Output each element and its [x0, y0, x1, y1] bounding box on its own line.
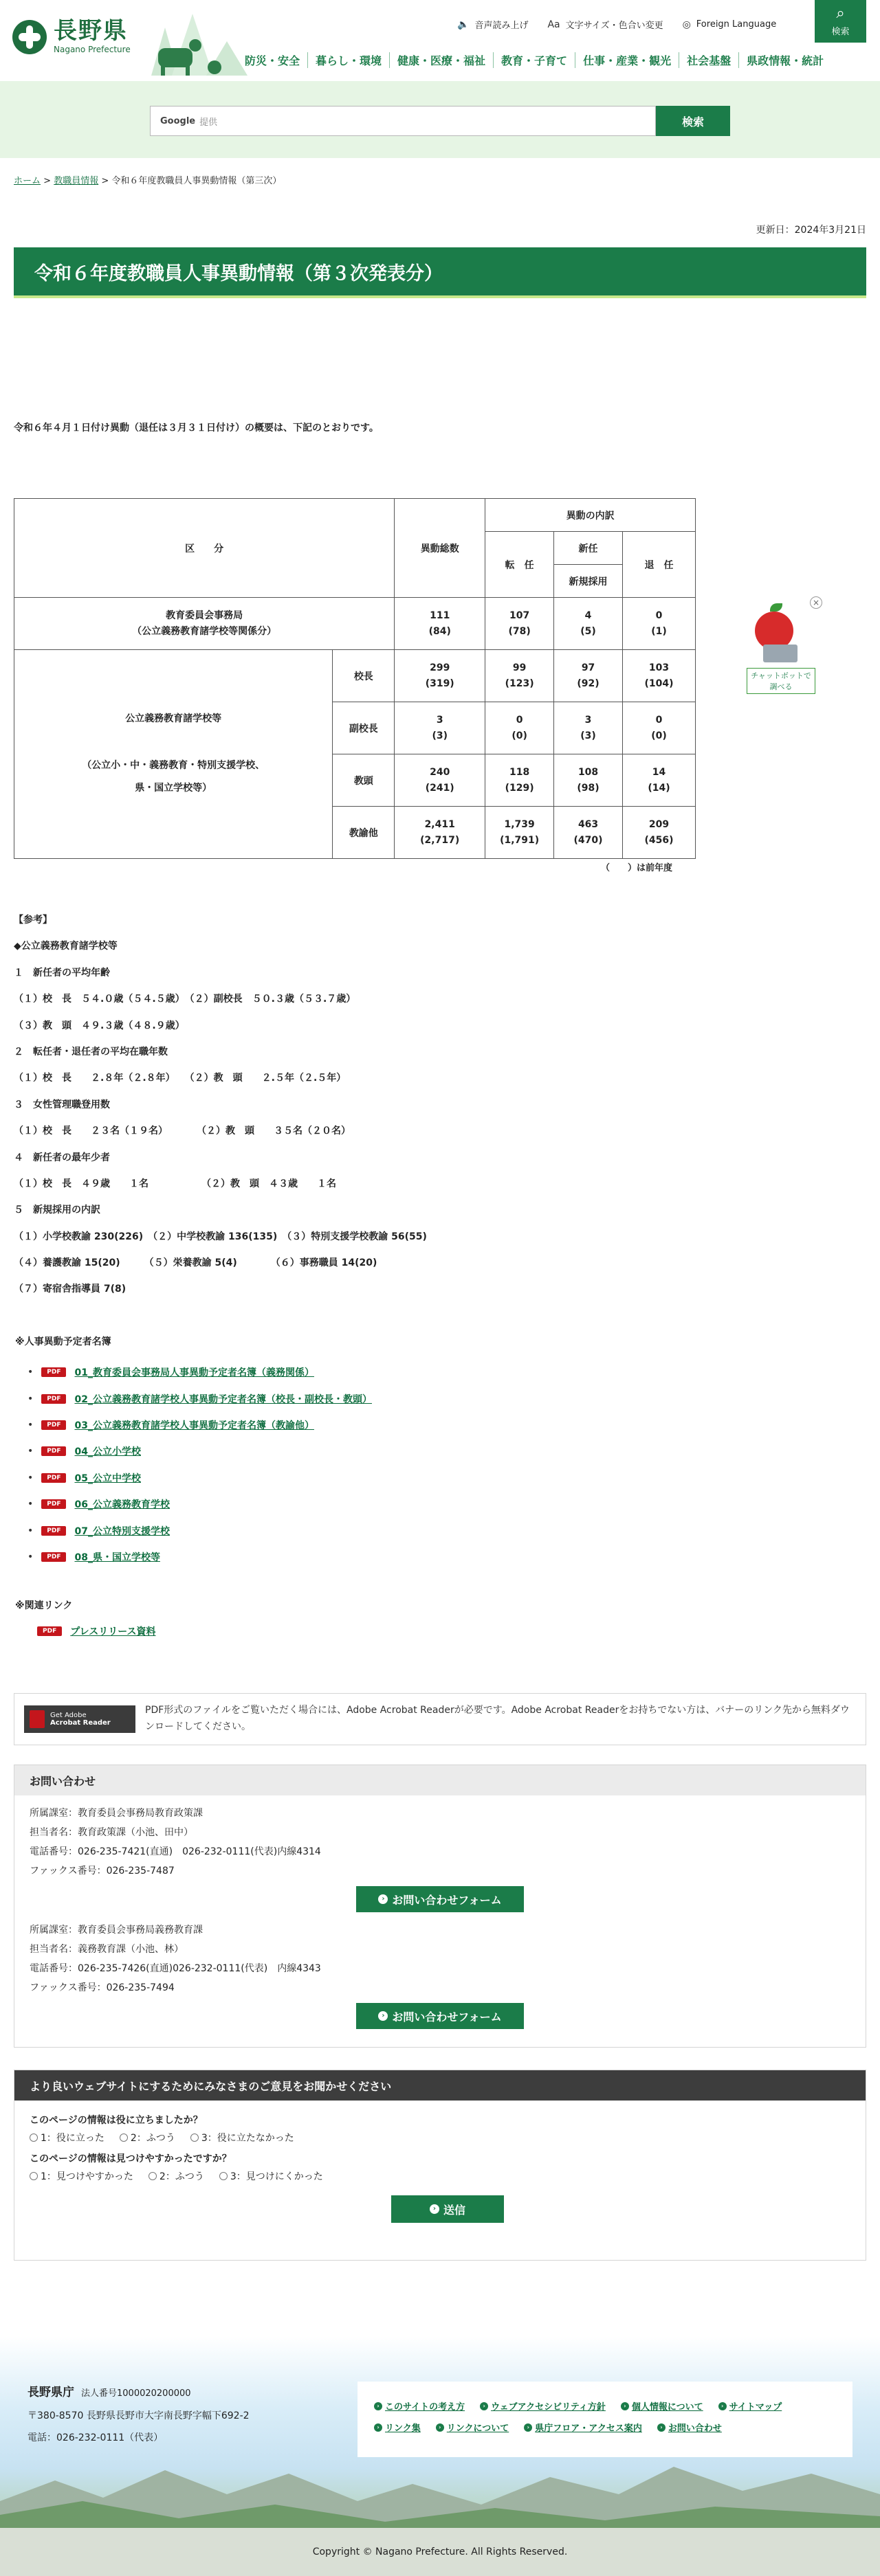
- mountain-illustration: [0, 2453, 880, 2529]
- list-item: • PDF 03_公立義務教育諸学校人事異動予定者名簿（教諭他）: [28, 1419, 314, 1431]
- contact-block-policy: 所属課室：教育委員会事務局教育政策課 担当者名：教育政策課（小池、田中） 電話番号：026-235-7421(直通) 026‐232-0111(代表)内線4314 ファックス番号：026-235-7487: [30, 1808, 321, 1877]
- pdf-file-list: [28, 1359, 372, 1570]
- ref-line: ３ 女性管理職登用数: [14, 1099, 110, 1110]
- foreign-language-link[interactable]: [683, 18, 777, 31]
- nav-item-industry[interactable]: 仕事・産業・観光: [575, 52, 679, 68]
- footer-link[interactable]: › お問い合わせ: [657, 2421, 722, 2434]
- search-placeholder: 提供: [199, 117, 218, 128]
- utility-menu: [457, 18, 776, 31]
- radio-easy[interactable]: 1：見つけやすかった: [30, 2169, 133, 2183]
- footer-link[interactable]: › リンクについて: [436, 2421, 509, 2434]
- global-nav: [237, 52, 831, 68]
- role-label: 教諭他: [333, 807, 395, 859]
- search-submit-button[interactable]: 検索: [656, 106, 730, 136]
- arrow-icon: ›: [621, 2402, 629, 2410]
- role-label: 副校長: [333, 702, 395, 754]
- radio-normal[interactable]: 2：ふつう: [148, 2169, 204, 2183]
- search-icon: ⌕: [836, 4, 845, 22]
- ref-line: １ 新任者の平均年齢: [14, 967, 110, 978]
- header-transfer: 転 任: [485, 532, 554, 598]
- table-note: （ ）は前年度: [601, 863, 673, 873]
- pdf-icon: PDF: [41, 1394, 66, 1404]
- list-item: • PDF 07_公立特別支援学校: [28, 1525, 170, 1537]
- cell-transfer: 107 (78): [485, 598, 554, 650]
- ref-line: （３）教 頭 ４９.３歳（４８.９歳）: [14, 1020, 185, 1031]
- foreign-language-label: Foreign Language: [696, 19, 777, 30]
- cell-retire: 209 (456): [623, 807, 696, 859]
- press-release-link[interactable]: プレスリリース資料: [70, 1626, 156, 1637]
- pdf-icon: PDF: [41, 1499, 66, 1509]
- header-retire: 退 任: [623, 532, 696, 598]
- radio-useful[interactable]: 1：役に立った: [30, 2131, 104, 2144]
- feedback-box: [14, 2070, 866, 2261]
- nav-item-living[interactable]: 暮らし・環境: [307, 52, 389, 68]
- footer-link[interactable]: › サイトマップ: [718, 2399, 782, 2412]
- header-new: 新任: [554, 532, 623, 565]
- footer-link[interactable]: › 個人情報について: [621, 2399, 703, 2412]
- contact-form-button[interactable]: › お問い合わせフォーム: [356, 2003, 524, 2029]
- role-label: 校長: [333, 650, 395, 702]
- acrobat-banner-line2: Acrobat Reader: [50, 1719, 111, 1727]
- speaker-icon: 🔈: [457, 19, 470, 30]
- footer-address-line: 〒380-8570 長野県長野市大字南長野字幅下692-2: [28, 2410, 250, 2421]
- updated-date: 更新日：2024年3月21日: [756, 225, 866, 236]
- breadcrumb-separator: >: [41, 176, 54, 186]
- table-row: [14, 598, 696, 650]
- cell-total: 299 (319): [395, 650, 485, 702]
- radio-hard[interactable]: 3：見つけにくかった: [219, 2169, 323, 2183]
- header-search-label: 検索: [831, 26, 850, 37]
- cell-transfer: 1,739 (1,791): [485, 807, 554, 859]
- read-aloud-label: 音声読み上げ: [474, 21, 529, 31]
- arrow-icon: ›: [524, 2423, 532, 2432]
- question-findability: このページの情報は見つけやすかったですか？: [30, 2153, 232, 2164]
- breadcrumb: [14, 173, 281, 186]
- header-breakdown: 異動の内訳: [485, 499, 696, 532]
- cell-new: 4 (5): [554, 598, 623, 650]
- header-search-button[interactable]: [815, 0, 866, 43]
- pdf-link[interactable]: 05_公立中学校: [74, 1472, 141, 1484]
- footer-tel: 電話：026-232-0111（代表）: [28, 2432, 164, 2443]
- ref-line: （１）校 長 ２.８年（２.８年） （２）教 頭 ２.５年（２.５年）: [14, 1073, 346, 1084]
- contact-form-button[interactable]: › お問い合わせフォーム: [356, 1886, 524, 1912]
- pdf-icon: PDF: [41, 1420, 66, 1430]
- prefecture-emblem-icon: [12, 20, 47, 54]
- table-row: [14, 650, 696, 702]
- pdf-link[interactable]: 01_教育委員会事務局人事異動予定者名簿（義務関係）: [74, 1367, 314, 1379]
- arrow-icon: ›: [430, 2204, 439, 2214]
- contact-box: [14, 1765, 866, 2048]
- cell-new: 108 (98): [554, 754, 623, 807]
- footer-corp-number: 法人番号1000020200000: [81, 2388, 191, 2399]
- contact-block-compulsory: 所属課室：教育委員会事務局義務教育課 担当者名：義務教育課（小池、林） 電話番号：026-235-7426(直通)026‐232‐0111(代表) 内線4343 ファックス番号：026-235-7494: [30, 1925, 321, 1993]
- pdf-link[interactable]: 08_県・国立学校等: [74, 1552, 160, 1563]
- footer-link[interactable]: › ウェブアクセシビリティ方針: [480, 2399, 606, 2412]
- arrow-icon: ›: [436, 2423, 444, 2432]
- header-illustration: [138, 0, 289, 81]
- reference-section: [14, 907, 427, 1303]
- pdf-icon: PDF: [41, 1446, 66, 1456]
- footer-pref-name: 長野県庁: [28, 2386, 74, 2399]
- related-title: ※関連リンク: [15, 1600, 73, 1611]
- pdf-link[interactable]: 02_公立義務教育諸学校人事異動予定者名簿（校長・副校長・教頭）: [74, 1393, 372, 1405]
- laptop-icon: [763, 645, 798, 662]
- read-aloud-link[interactable]: [457, 18, 528, 31]
- list-item: • PDF 08_県・国立学校等: [28, 1551, 160, 1563]
- ref-line: 【参考】: [14, 915, 52, 926]
- cell-transfer: 0 (0): [485, 702, 554, 754]
- cell-retire: 103 (104): [623, 650, 696, 702]
- ref-line: ４ 新任者の最年少者: [14, 1152, 110, 1163]
- chatbot-widget[interactable]: [740, 596, 822, 691]
- cell-transfer: 118 (129): [485, 754, 554, 807]
- breadcrumb-separator: >: [98, 176, 112, 186]
- arrow-icon: ›: [378, 1894, 388, 1904]
- arrow-icon: ›: [657, 2423, 666, 2432]
- header-category: 区 分: [14, 499, 395, 598]
- ref-line: （１）小学校教諭 230(226) （２）中学校教諭 136(135) （３）特別支援学校教諭 56(55): [14, 1231, 427, 1242]
- transfer-summary-table: [14, 498, 696, 859]
- pdf-icon: PDF: [41, 1526, 66, 1536]
- nav-item-infrastructure[interactable]: 社会基盤: [679, 52, 738, 68]
- ref-line: （７）寄宿舎指導員 7(8): [14, 1284, 126, 1295]
- arrow-icon: ›: [374, 2423, 382, 2432]
- row-label-secretariat: 教育委員会事務局 （公立義務教育諸学校等関係分）: [14, 598, 395, 650]
- pdf-link[interactable]: 04_公立小学校: [74, 1446, 141, 1458]
- header-new-hire: 新規採用: [554, 565, 623, 598]
- list-item: • PDF 05_公立中学校: [28, 1472, 141, 1484]
- site-footer: [0, 2336, 880, 2576]
- pdf-icon: PDF: [41, 1552, 66, 1562]
- cell-transfer: 99 (123): [485, 650, 554, 702]
- cell-new: 97 (92): [554, 650, 623, 702]
- cell-total: 240 (241): [395, 754, 485, 807]
- nav-item-government[interactable]: 県政情報・統計: [738, 52, 831, 68]
- cell-retire: 0 (0): [623, 702, 696, 754]
- breadcrumb-parent[interactable]: 教職員情報: [54, 176, 99, 186]
- files-title: ※人事異動予定者名簿: [15, 1336, 111, 1347]
- google-label: Google: [160, 115, 196, 126]
- ref-line: （１）校 長 ２３名（１９名） （２）教 頭 ３５名（２０名）: [14, 1125, 351, 1137]
- cell-new: 463 (470): [554, 807, 623, 859]
- pdf-icon: PDF: [41, 1367, 66, 1377]
- footer-link[interactable]: › このサイトの考え方: [374, 2399, 465, 2412]
- page-title: 令和６年度教職員人事異動情報（第３次発表分）: [14, 247, 866, 298]
- copyright: Copyright © Nagano Prefecture. All Rights Reserved.: [0, 2528, 880, 2576]
- related-link-row: [37, 1624, 156, 1638]
- list-item: • PDF 06_公立義務教育学校: [28, 1499, 170, 1511]
- list-item: • PDF 01_教育委員会事務局人事異動予定者名簿（義務関係）: [28, 1367, 314, 1379]
- pdf-icon: PDF: [41, 1473, 66, 1483]
- intro-text: 令和６年４月１日付け異動（退任は３月３１日付け）の概要は、下記のとおりです。: [14, 423, 379, 434]
- logo-title: 長野県: [54, 17, 128, 45]
- breadcrumb-home[interactable]: ホーム: [14, 176, 41, 186]
- row-group-label: 公立義務教育諸学校等 （公立小・中・義務教育・特別支援学校、 県・国立学校等）: [14, 650, 333, 859]
- cell-total: 3 (3): [395, 702, 485, 754]
- get-acrobat-banner[interactable]: [24, 1705, 135, 1733]
- arrow-icon: ›: [374, 2402, 382, 2410]
- site-search-input[interactable]: [150, 106, 656, 136]
- footer-links: [358, 2382, 852, 2457]
- cell-new: 3 (3): [554, 702, 623, 754]
- ref-line: （４）養護教諭 15(20) （５）栄養教諭 5(4) （６）事務職員 14(20): [14, 1257, 377, 1269]
- nav-item-safety[interactable]: 防災・安全: [245, 54, 300, 67]
- close-icon[interactable]: ×: [810, 596, 822, 609]
- site-header: [0, 0, 880, 81]
- contact-title: お問い合わせ: [14, 1765, 866, 1795]
- list-item: • PDF 02_公立義務教育諸学校人事異動予定者名簿（校長・副校長・教頭）: [28, 1393, 372, 1405]
- ref-line: ◆公立義務教育諸学校等: [14, 941, 118, 952]
- pdf-link[interactable]: 03_公立義務教育諸学校人事異動予定者名簿（教諭他）: [74, 1420, 314, 1431]
- nav-item-health[interactable]: 健康・医療・福祉: [389, 52, 493, 68]
- footer-address: [28, 2382, 250, 2449]
- ref-line: ５ 新規採用の内訳: [14, 1205, 100, 1216]
- breadcrumb-current: 令和６年度教職員人事異動情報（第三次）: [111, 176, 282, 186]
- ref-line: （１）校 長 ５４.０歳（５４.５歳） （２）副校長 ５０.３歳（５３.７歳）: [14, 994, 356, 1005]
- text-size-icon: Aa: [547, 19, 560, 30]
- ref-line: ２ 転任者・退任者の平均在職年数: [14, 1046, 168, 1057]
- cell-total: 111 (84): [395, 598, 485, 650]
- footer-link[interactable]: › リンク集: [374, 2421, 421, 2434]
- text-size-label: 文字サイズ・色合い変更: [565, 21, 663, 31]
- pdf-link[interactable]: 07_公立特別支援学校: [74, 1525, 170, 1537]
- send-button[interactable]: › 送信: [391, 2195, 504, 2223]
- header-total: 異動総数: [395, 499, 485, 598]
- text-size-link[interactable]: [547, 18, 663, 31]
- pdf-icon: PDF: [37, 1626, 62, 1636]
- acrobat-text: PDF形式のファイルをご覧いただく場合には、Adobe Acrobat Readerが必要です。Adobe Acrobat Readerをお持ちでない方は、バナーのリンク先から無料ダウンロードしてください。: [145, 1705, 850, 1732]
- arrow-icon: ›: [718, 2402, 727, 2410]
- radio-not-useful[interactable]: 3：役に立たなかった: [190, 2131, 294, 2144]
- radio-normal[interactable]: 2：ふつう: [120, 2131, 175, 2144]
- role-label: 教頭: [333, 754, 395, 807]
- search-band: [0, 81, 880, 158]
- footer-link[interactable]: › 県庁フロア・アクセス案内: [524, 2421, 642, 2434]
- logo-subtitle: Nagano Prefecture: [54, 45, 131, 54]
- cell-retire: 0 (1): [623, 598, 696, 650]
- cell-retire: 14 (14): [623, 754, 696, 807]
- list-item: • PDF 04_公立小学校: [28, 1446, 141, 1458]
- chatbot-label[interactable]: チャットボットで調べる: [747, 668, 815, 694]
- question-usefulness: このページの情報は役に立ちましたか？: [30, 2115, 203, 2126]
- feedback-title: より良いウェブサイトにするためにみなさまのご意見をお聞かせください: [14, 2070, 866, 2101]
- arrow-icon: ›: [378, 2011, 388, 2021]
- ref-line: （１）校 長 ４９歳 １名 （２）教 頭 ４３歳 １名: [14, 1178, 336, 1189]
- site-logo[interactable]: [12, 19, 131, 54]
- cell-total: 2,411 (2,717): [395, 807, 485, 859]
- acrobat-banner-line1: Get Adobe: [50, 1712, 87, 1719]
- acrobat-icon: [30, 1710, 45, 1728]
- pdf-link[interactable]: 06_公立義務教育学校: [74, 1499, 170, 1511]
- arrow-icon: ›: [480, 2402, 488, 2410]
- leaf-icon: [770, 603, 782, 612]
- globe-icon: ◎: [682, 19, 691, 30]
- acrobat-notice: [14, 1693, 866, 1745]
- nav-item-education[interactable]: 教育・子育て: [493, 52, 575, 68]
